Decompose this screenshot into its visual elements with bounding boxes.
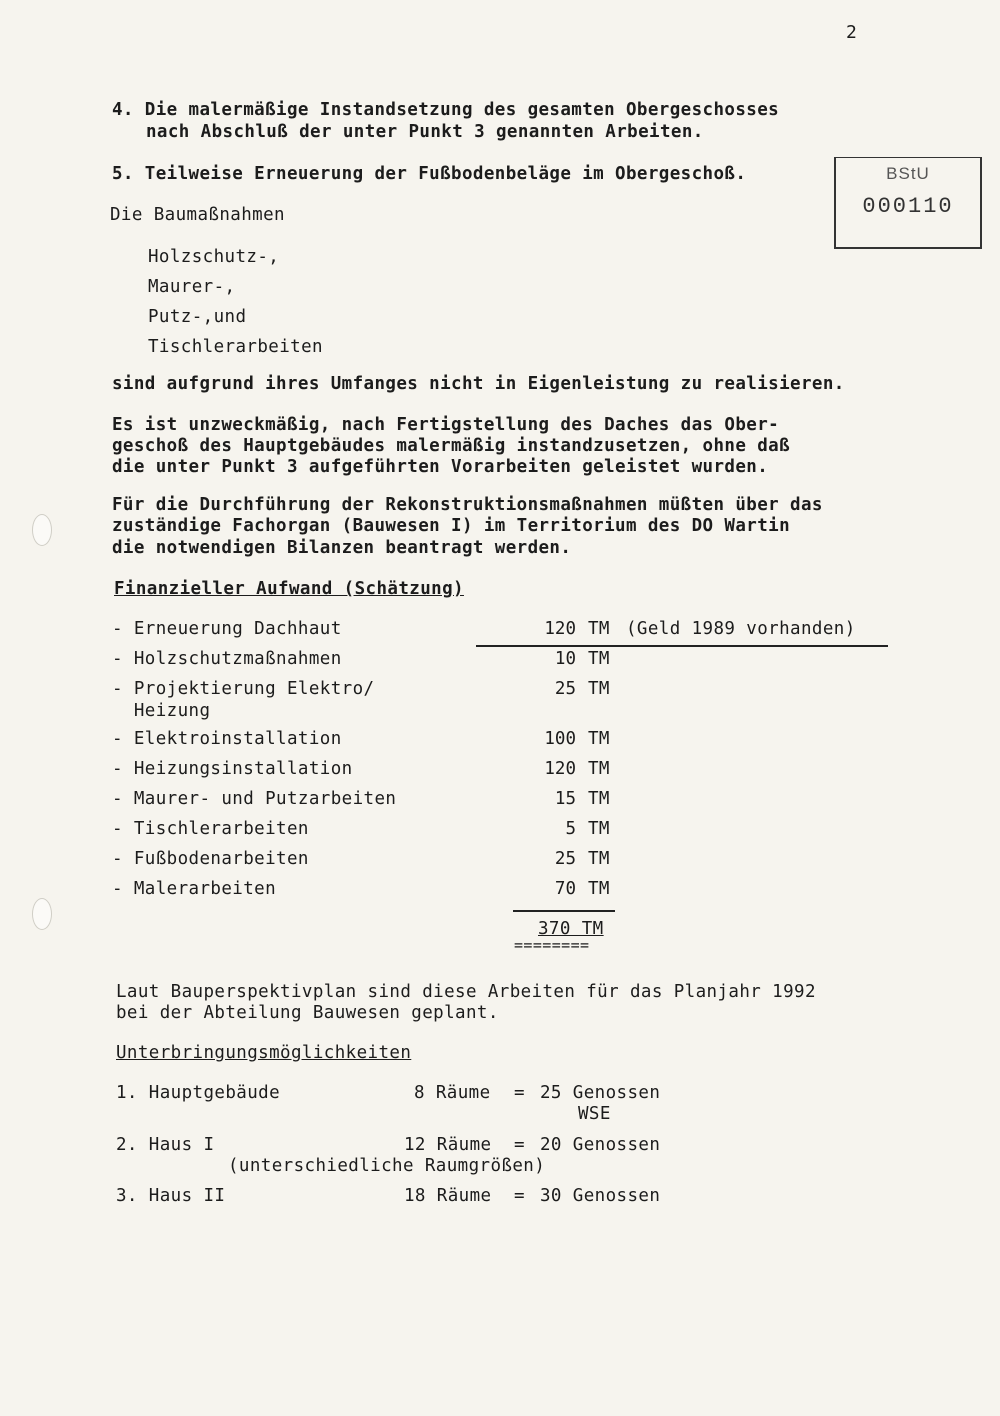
work-item: Maurer-,	[148, 277, 236, 297]
finance-item-unit: TM	[588, 879, 610, 899]
finance-item-label: - Fußbodenarbeiten	[112, 849, 309, 869]
item-4-line-1: 4. Die malermäßige Instandsetzung des gesamten Obergeschosses	[112, 100, 780, 120]
finance-item-label: - Tischlerarbeiten	[112, 819, 309, 839]
paragraph-2-line: die notwendigen Bilanzen beantragt werden.	[112, 538, 572, 558]
finance-note-rule	[476, 645, 888, 647]
accommodation-guests: 30 Genossen	[540, 1186, 661, 1206]
archive-stamp	[834, 157, 982, 249]
finance-note: (Geld 1989 vorhanden)	[626, 619, 856, 639]
accommodation-name: 2. Haus I	[116, 1135, 215, 1155]
accommodation-rooms: 18 Räume	[404, 1186, 492, 1206]
paragraph-2-line: zuständige Fachorgan (Bauwesen I) im Territorium des DO Wartin	[112, 516, 791, 536]
finance-item-amount: 120	[544, 619, 576, 639]
paragraph-1-line: Es ist unzweckmäßig, nach Fertigstellung des Daches das Ober-	[112, 415, 780, 435]
finance-item-amount: 10	[554, 649, 576, 669]
accommodation-name: 1. Hauptgebäude	[116, 1083, 281, 1103]
accommodation-name: 3. Haus II	[116, 1186, 226, 1206]
sum-rule	[513, 910, 615, 912]
finance-item-unit: TM	[588, 649, 610, 669]
finance-item-label: - Holzschutzmaßnahmen	[112, 649, 342, 669]
item-4-line-2: nach Abschluß der unter Punkt 3 genannten Arbeiten.	[146, 122, 704, 142]
baumassnahmen-intro: Die Baumaßnahmen	[110, 205, 285, 225]
finance-item-amount: 120	[544, 759, 576, 779]
accommodation-heading: Unterbringungsmöglichkeiten	[116, 1043, 412, 1063]
accommodation-extra: WSE	[578, 1104, 611, 1124]
finance-item-amount: 25	[554, 679, 576, 699]
finance-item-unit: TM	[588, 849, 610, 869]
accommodation-rooms: 8 Räume	[414, 1083, 491, 1103]
paragraph-1-line: die unter Punkt 3 aufgeführten Vorarbeiten geleistet wurden.	[112, 457, 769, 477]
accommodation-equals: =	[514, 1135, 525, 1155]
paragraph-1-line: geschoß des Hauptgebäudes malermäßig instandzusetzen, ohne daß	[112, 436, 791, 456]
accommodation-equals: =	[514, 1083, 525, 1103]
finance-item-amount: 5	[565, 819, 576, 839]
work-item: Holzschutz-,	[148, 247, 280, 267]
accommodation-extra: (unterschiedliche Raumgrößen)	[228, 1156, 546, 1176]
finance-item-label: - Elektroinstallation	[112, 729, 342, 749]
work-item: Tischlerarbeiten	[148, 337, 323, 357]
finance-item-amount: 25	[554, 849, 576, 869]
finance-item-unit: TM	[588, 729, 610, 749]
accommodation-equals: =	[514, 1186, 525, 1206]
finance-item-label: - Erneuerung Dachhaut	[112, 619, 342, 639]
works-conclusion: sind aufgrund ihres Umfanges nicht in Eigenleistung zu realisieren.	[112, 374, 845, 394]
finance-item-label: Heizung	[112, 701, 211, 721]
finance-total: 370 TM	[538, 919, 604, 939]
total-double-rule: ========	[514, 936, 590, 954]
finance-item-label: - Projektierung Elektro/	[112, 679, 375, 699]
finance-item-amount: 70	[554, 879, 576, 899]
finance-item-unit: TM	[588, 679, 610, 699]
item-5: 5. Teilweise Erneuerung der Fußbodenbeläge im Obergeschoß.	[112, 164, 747, 184]
work-item: Putz-,und	[148, 307, 247, 327]
finance-item-unit: TM	[588, 789, 610, 809]
finance-item-amount: 15	[554, 789, 576, 809]
punch-hole	[32, 898, 52, 930]
paragraph-2-line: Für die Durchführung der Rekonstruktionsmaßnahmen müßten über das	[112, 495, 823, 515]
accommodation-guests: 20 Genossen	[540, 1135, 661, 1155]
finance-item-unit: TM	[588, 819, 610, 839]
accommodation-rooms: 12 Räume	[404, 1135, 492, 1155]
page-number: 2	[846, 22, 857, 43]
finance-item-label: - Heizungsinstallation	[112, 759, 353, 779]
finance-item-amount: 100	[544, 729, 576, 749]
accommodation-guests: 25 Genossen	[540, 1083, 661, 1103]
paragraph-3-line: Laut Bauperspektivplan sind diese Arbeiten für das Planjahr 1992	[116, 982, 816, 1002]
finance-item-unit: TM	[588, 759, 610, 779]
stamp-label: BStU	[886, 164, 930, 183]
punch-hole	[32, 514, 52, 546]
finance-item-unit: TM	[588, 619, 610, 639]
finance-heading: Finanzieller Aufwand (Schätzung)	[114, 579, 464, 599]
paragraph-3-line: bei der Abteilung Bauwesen geplant.	[116, 1003, 499, 1023]
finance-item-label: - Maurer- und Putzarbeiten	[112, 789, 397, 809]
stamp-number: 000110	[862, 194, 954, 219]
finance-item-label: - Malerarbeiten	[112, 879, 277, 899]
